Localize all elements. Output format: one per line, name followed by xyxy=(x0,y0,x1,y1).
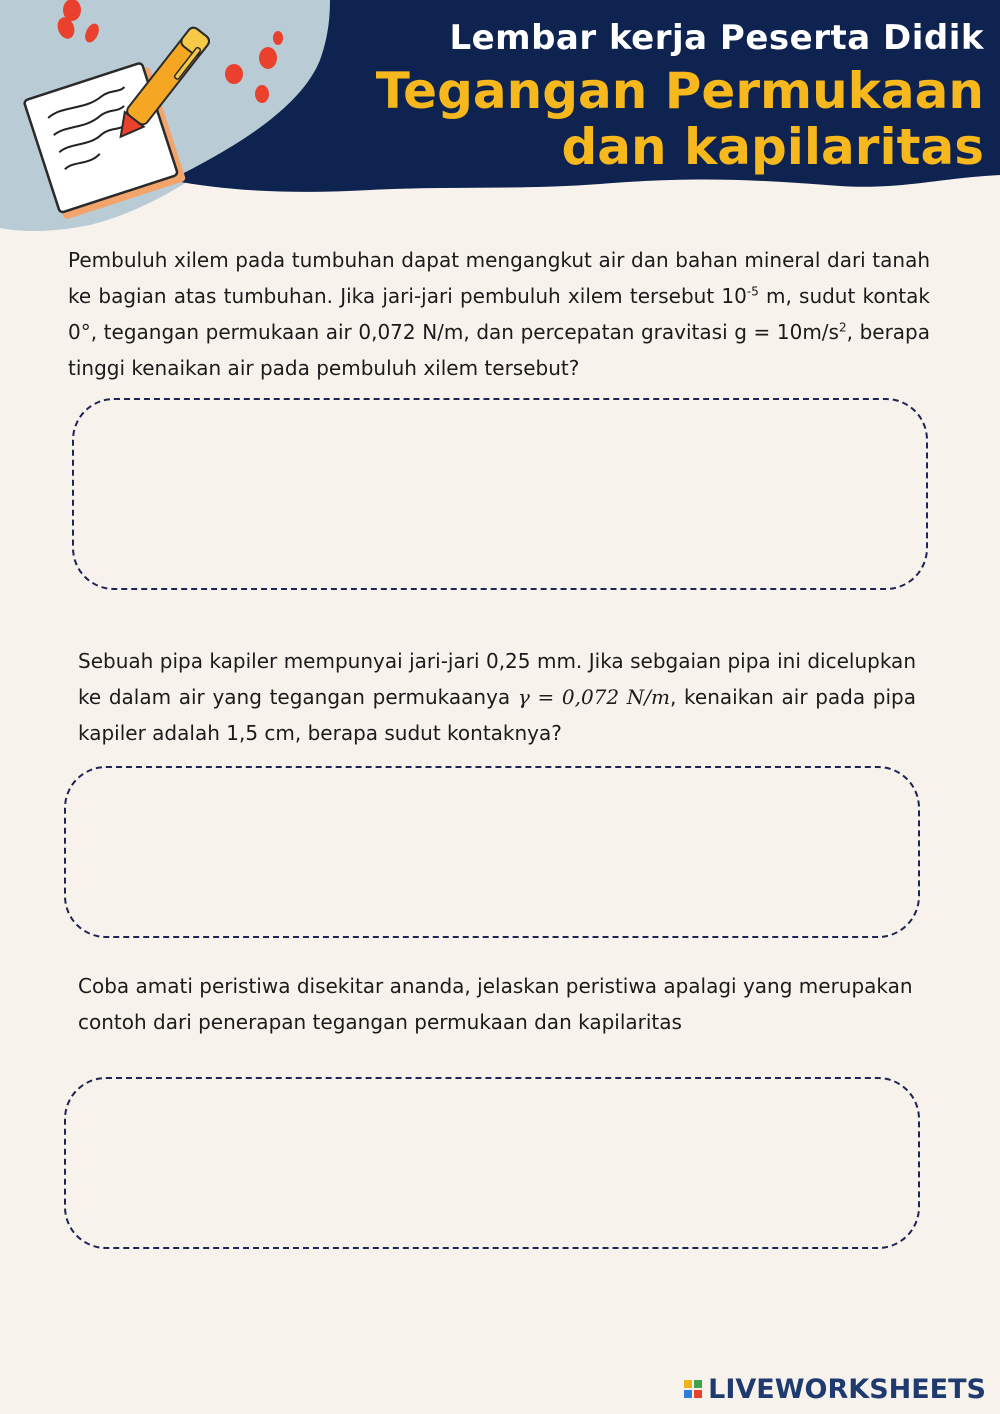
question-1-text-b: m, sudut kontak 0°, tegangan permukaan air 0,072 N/m, dan percepatan gravitasi g = 10m/s xyxy=(68,284,930,344)
question-2-text-b: , kenaikan air pada pipa kapiler adalah 1,5 cm, berapa sudut kontaknya? xyxy=(78,685,916,745)
worksheet-subtitle: Lembar kerja Peserta Didik xyxy=(449,18,984,58)
question-1-exponent-b: 2 xyxy=(838,320,847,335)
question-2 xyxy=(78,643,916,751)
worksheet-title-line2: dan kapilaritas xyxy=(561,118,984,176)
question-2-formula: γ = 0,072 N/m xyxy=(517,685,671,709)
liveworksheets-icon xyxy=(684,1380,702,1398)
question-2-text-a: Sebuah pipa kapiler mempunyai jari-jari 0,25 mm. Jika sebgaian pipa ini dicelupkan ke dalam air yang tegangan permukaanya xyxy=(78,649,916,709)
question-1 xyxy=(68,242,930,386)
answer-box-3[interactable] xyxy=(64,1077,920,1249)
question-3 xyxy=(78,968,916,1040)
answer-box-1[interactable] xyxy=(72,398,928,590)
question-1-text-c: , berapa tinggi kenaikan air pada pembuluh xilem tersebut? xyxy=(68,320,930,380)
question-1-exponent-a: -5 xyxy=(746,284,759,299)
question-3-text: Coba amati peristiwa disekitar ananda, jelaskan peristiwa apalagi yang merupakan contoh dari penerapan tegangan permukaan dan kapilaritas xyxy=(78,974,913,1034)
liveworksheets-wordmark: LIVEWORKSHEETS xyxy=(708,1373,986,1405)
answer-box-2[interactable] xyxy=(64,766,920,938)
worksheet-title-line1: Tegangan Permukaan xyxy=(375,62,984,120)
liveworksheets-logo xyxy=(684,1372,986,1406)
question-1-text-a: Pembuluh xilem pada tumbuhan dapat mengangkut air dan bahan mineral dari tanah ke bagian atas tumbuhan. Jika jari-jari pembuluh xilem tersebut 10 xyxy=(68,248,930,308)
